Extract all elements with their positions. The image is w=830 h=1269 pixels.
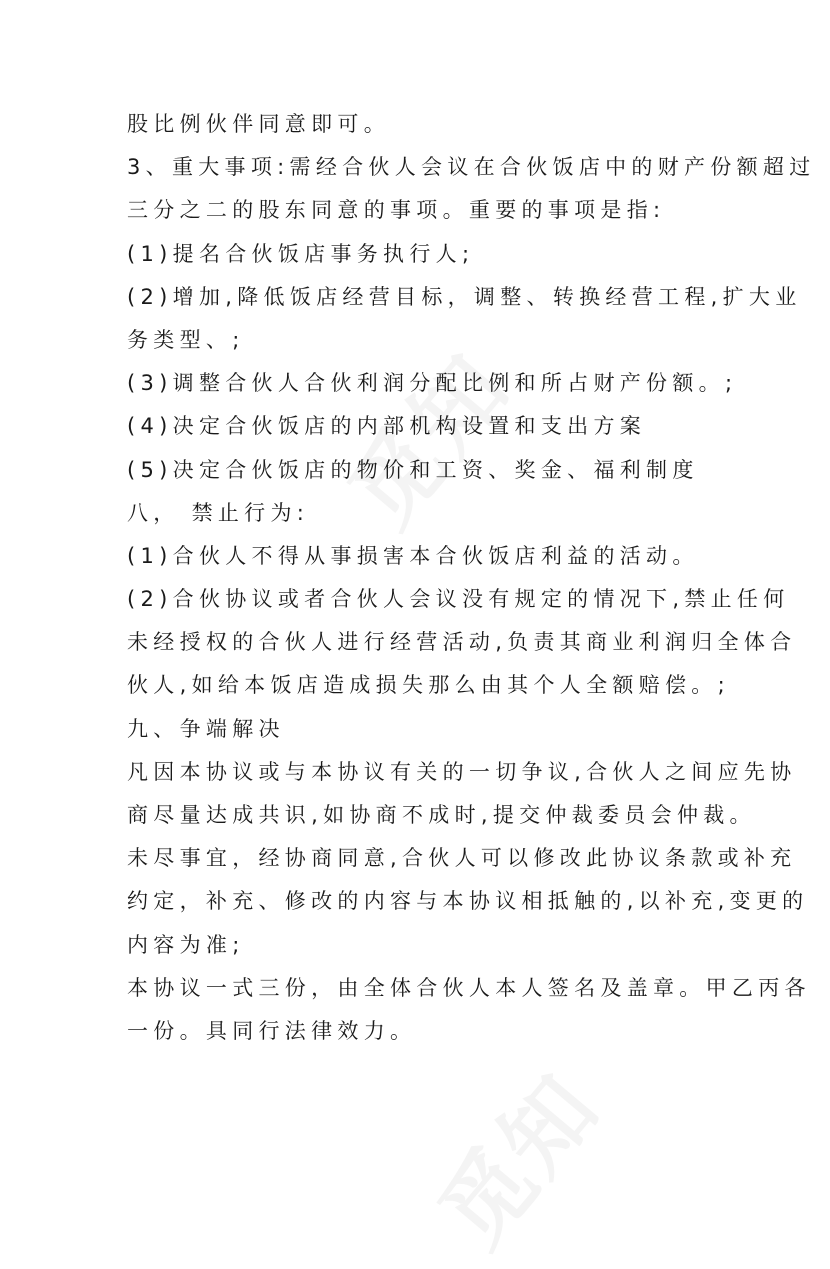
text-line: 股比例伙伴同意即可。 xyxy=(127,112,390,136)
text-line: (5)决定合伙饭店的物价和工资、奖金、福利制度 xyxy=(127,457,699,482)
section-heading: 九、争端解决 xyxy=(127,716,285,741)
text-line: (1)提名合伙饭店事务执行人; xyxy=(127,241,475,266)
text-line: 商尽量达成共识,如协商不成时,提交仲裁委员会仲裁。 xyxy=(127,803,756,827)
text-line: (4)决定合伙饭店的内部机构设置和支出方案 xyxy=(127,414,647,439)
text-line: (2)增加,降低饭店经营目标，调整、转换经营工程,扩大业 xyxy=(127,284,802,309)
text-line: (3)调整合伙人合伙利润分配比例和所占财产份额。; xyxy=(127,371,738,396)
text-line: 未经授权的合伙人进行经营活动,负责其商业利润归全体合 xyxy=(127,630,797,655)
text-line: 约定，补充、修改的内容与本协议相抵触的,以补充,变更的 xyxy=(127,889,809,914)
text-line: (1)合伙人不得从事损害本合伙饭店利益的活动。 xyxy=(127,543,699,568)
text-line: 内容为准; xyxy=(127,932,245,957)
watermark xyxy=(404,1041,624,1269)
text-line: (2)合伙协议或者合伙人会议没有规定的情况下,禁止任何 xyxy=(127,587,790,612)
document-body xyxy=(127,103,816,1053)
text-line: 三分之二的股东同意的事项。重要的事项是指: xyxy=(127,198,666,223)
text-line: 伙人,如给本饭店造成损失那么由其个人全额赔偿。; xyxy=(127,673,730,698)
text-line: 一份。具同行法律效力。 xyxy=(127,1018,417,1043)
text-line: 3、重大事项:需经合伙人会议在合伙饭店中的财产份额超过 xyxy=(127,155,816,180)
text-line: 本协议一式三份，由全体合伙人本人签名及盖章。甲乙丙各 xyxy=(127,975,811,1000)
text-line: 凡因本协议或与本协议有关的一切争议,合伙人之间应先协 xyxy=(127,759,797,784)
text-line: 未尽事宜，经协商同意,合伙人可以修改此协议条款或补充 xyxy=(127,846,797,871)
section-heading: 八， 禁止行为: xyxy=(127,500,310,525)
text-line: 务类型、; xyxy=(127,327,245,352)
